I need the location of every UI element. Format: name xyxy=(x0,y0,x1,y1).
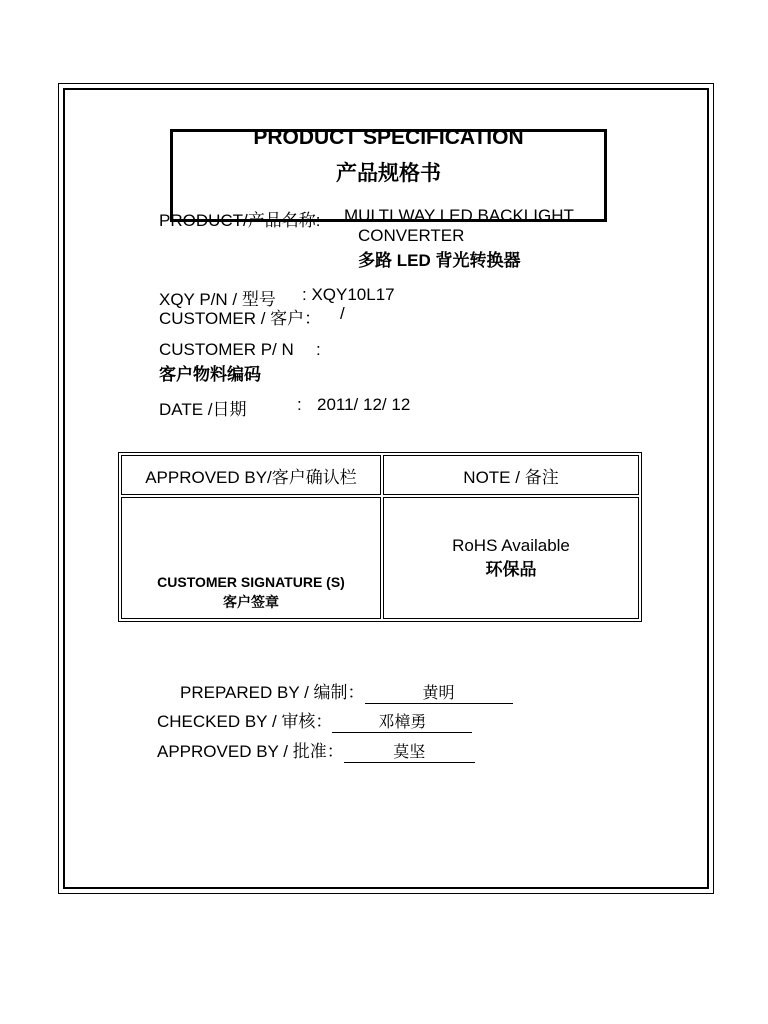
part-number-value: : XQY10L17 xyxy=(302,285,395,304)
customer-pn-colon: : xyxy=(316,340,321,359)
customer-signature-cell[interactable] xyxy=(121,497,381,619)
customer-value: / xyxy=(340,304,345,323)
rohs-note-chinese: 环保品 xyxy=(485,560,537,579)
date-colon: : xyxy=(297,395,302,414)
product-value-line2: CONVERTER xyxy=(358,226,465,245)
date-label: DATE /日期 xyxy=(159,400,247,419)
note-header: NOTE / 备注 xyxy=(383,455,639,495)
customer-label: CUSTOMER / 客户： xyxy=(159,309,322,328)
part-number-label: XQY P/N / 型号 xyxy=(159,290,276,309)
approved-by-row xyxy=(157,737,475,763)
approved-by-signature: 莫坚 xyxy=(344,744,475,763)
date-value: 2011/ 12/ 12 xyxy=(317,395,411,414)
approved-by-label: APPROVED BY / 批准： xyxy=(157,742,344,761)
prepared-by-label: PREPARED BY / 编制： xyxy=(180,683,365,702)
product-value-chinese: 多路 LED 背光转换器 xyxy=(358,251,521,270)
checked-by-row xyxy=(157,707,472,733)
prepared-by-signature: 黄明 xyxy=(365,685,513,704)
customer-signature-label: CUSTOMER SIGNATURE (S) xyxy=(157,574,345,590)
note-cell xyxy=(383,497,639,619)
customer-pn-label: CUSTOMER P/ N xyxy=(159,340,294,359)
customer-signature-label-chinese: 客户签章 xyxy=(223,594,279,610)
title-english: PRODUCT SPECIFICATION xyxy=(253,126,524,149)
product-value-line1: MULTI WAY LED BACKLIGHT xyxy=(344,206,574,225)
approval-table xyxy=(118,452,642,622)
checked-by-signature: 邓樟勇 xyxy=(332,714,472,733)
prepared-by-row xyxy=(180,678,513,704)
approved-by-header: APPROVED BY/客户确认栏 xyxy=(121,455,381,495)
product-label: PRODUCT/产品名称: xyxy=(159,211,321,230)
checked-by-label: CHECKED BY / 审核： xyxy=(157,712,333,731)
customer-pn-label-chinese: 客户物料编码 xyxy=(159,365,261,384)
title-chinese: 产品规格书 xyxy=(336,162,441,185)
rohs-note: RoHS Available xyxy=(452,536,570,555)
